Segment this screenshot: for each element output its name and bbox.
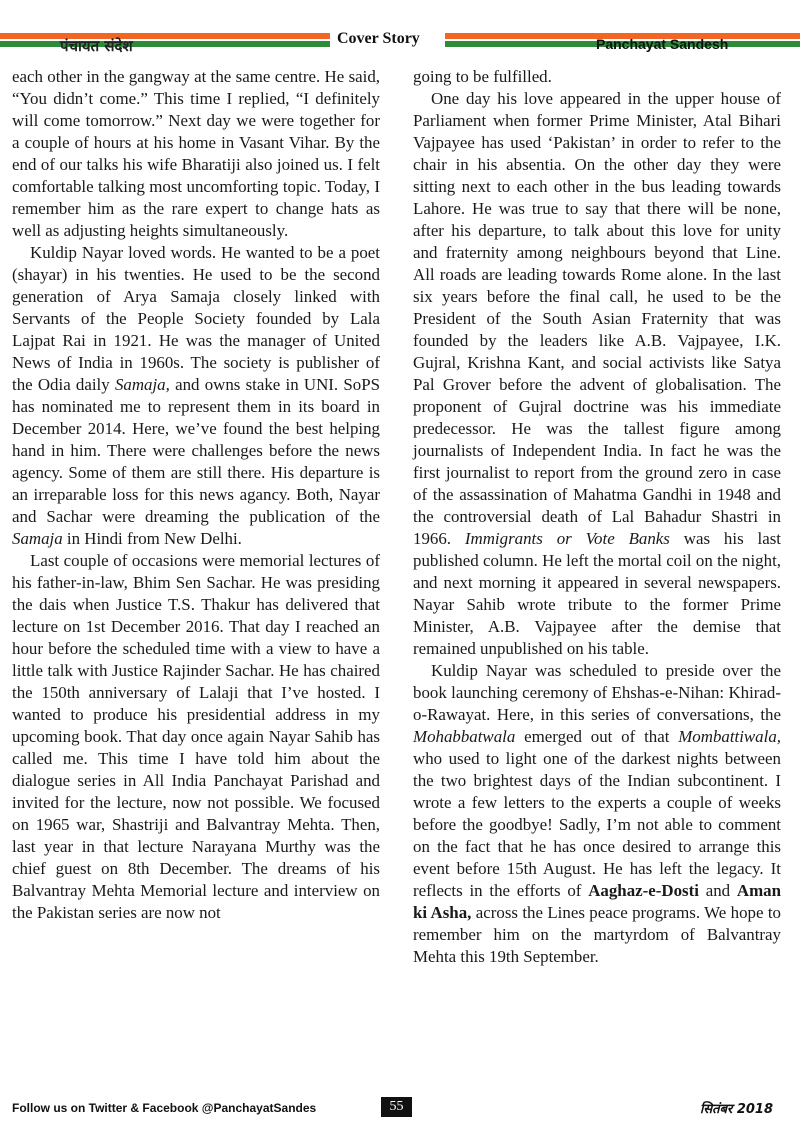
section-title: Cover Story — [337, 30, 420, 47]
page-number: 55 — [381, 1097, 412, 1117]
paragraph: Last couple of occasions were memorial lectures of his father-in-law, Bhim Sen Sachar. He was presiding the dais when Justice T.S. Thakur has delivered that lecture on 1st December 2016. That day I reached an hour before the scheduled time with a view to have a little talk with Justice Rajinder Sachar. He has chaired the 150th anniversary of Lalaji that I’ve hosted. I wanted to produce his presidential address in my upcoming book. That day once again Nayar Sahib has called me. This time I have told him about the dialogue series in All India Panchayat Parishad and invited for the lecture, now not possible. We focused on 1965 war, Shastriji and Balvantray Mehta. Then, last year in that lecture Narayana Murthy was the chief guest on 8th December. The dreams of his Balvantray Mehta Memorial lecture and interview on the Pakistan series are now not — [12, 551, 380, 922]
header-stripe-saffron-mid — [165, 33, 330, 39]
left-column — [12, 66, 380, 924]
paragraph: Kuldip Nayar was scheduled to preside over the book launching ceremony of Ehshas-e-Nihan: Khirad-o-Rawayat. Here, in this series of conversations, the Mohabbatwala emerged out of that Mombattiwala, who used to light one of the darkest nights between the two brightest days of the Indian subcontinent. I wrote a few letters to the experts a couple of weeks before the goodbye! Sadly, I’m not able to comment on the fact that he has once desired to arrange this event before 15th August. He has left the legacy. It reflects in the efforts of Aaghaz-e-Dosti and Aman ki Asha, across the Lines peace programs. We hope to remember him on the martyrdom of Balvantray Mehta this 19th September. — [413, 661, 781, 966]
paragraph: going to be fulfilled. — [413, 67, 552, 86]
page-header — [0, 0, 800, 60]
header-stripe-green-mid — [165, 41, 330, 47]
right-column — [413, 66, 781, 968]
paragraph: One day his love appeared in the upper house of Parliament when former Prime Minister, Atal Bihari Vajpayee has used ‘Pakistan’ in order to refer to the chair in his absentia. On the other day they were sitting next to each other in the bus leading towards Lahore. He was true to say that there will be none, after his departure, to talk about this love for unity and fraternity among neighbours beyond that Line. All roads are leading towards Rome alone. In the last six years before the final call, he used to be the President of the South Asian Fraternity that was founded by the leaders like A.B. Vajpayee, I.K. Gujral, Krishna Kant, and social activists like Satya Pal Grover before the advent of globalisation. The proponent of Gujral doctrine was his immediate predecessor. He was the tallest figure among journalists of Independent India. In fact he was the first journalist to report from the ground zero in case of the assassination of Mahatma Gandhi in 1948 and the controversial death of Lal Bahadur Shastri in 1966. Immigrants or Vote Banks was his last published column. He left the mortal coil on the night, and next morning it appeared in several newspapers. Nayar Sahib wrote tribute to the former Prime Minister, A.B. Vajpayee after the demise that remained unpublished on his table. — [413, 89, 782, 658]
paragraph: each other in the gangway at the same centre. He said, “You didn’t come.” This time I replied, “I definitely will come tomorrow.” Next day we were together for a couple of hours at his home in Vasant Vihar. By the end of our talks his wife Bharatiji also joined us. I felt comfortable talking most uncomforting topic. Today, I remember him as the rare expert to change hats as well as adjusting heights simultaneously. — [12, 67, 380, 240]
magazine-title-english: Panchayat Sandesh — [596, 36, 729, 52]
issue-date: सितंबर 2018 — [700, 1102, 774, 1117]
paragraph: Kuldip Nayar loved words. He wanted to be a poet (shayar) in his twenties. He used to be the second generation of Arya Samaja closely linked with Servants of the People Society founded by Lala Lajpat Rai in 1921. He was the manager of United News of India in 1960s. The society is publisher of the Odia daily Samaja, and owns stake in UNI. SoPS has nominated me to represent them in its board in December 2014. Here, we’ve found the best helping hand in him. There were challenges before the news agency. Some of them are still there. His departure is an irreparable loss for this news agancy. Both, Nayar and Sachar were dreaming the publication of the Samaja in Hindi from New Delhi. — [12, 243, 380, 548]
social-follow-text: Follow us on Twitter & Facebook @PanchayatSandes — [12, 1101, 317, 1115]
magazine-title-hindi: पंचायत संदेश — [60, 37, 133, 55]
